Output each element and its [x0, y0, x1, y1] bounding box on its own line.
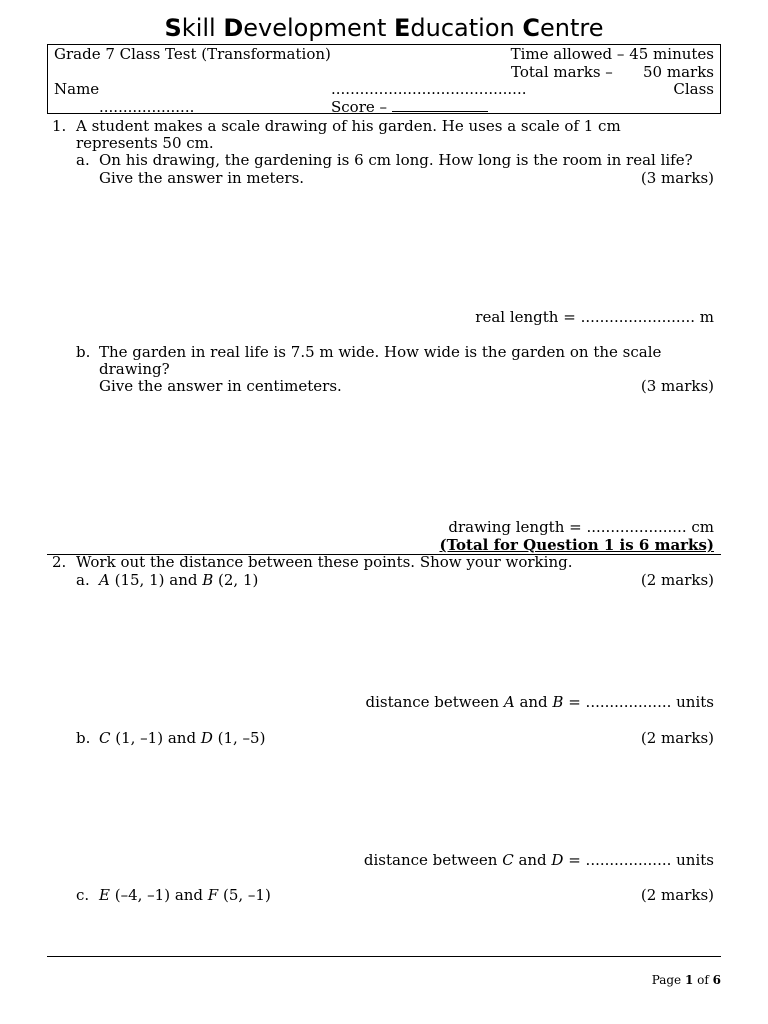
q2a-marks: (2 marks)	[640, 571, 714, 589]
q2c-letter: c.	[76, 886, 90, 904]
point-coords: (5, –1)	[218, 886, 271, 904]
q1a-answer-line[interactable]: real length = ........................ m	[475, 308, 714, 326]
answer-text: = .................. units	[563, 693, 714, 711]
point-coords: (2, 1)	[213, 571, 259, 589]
of-word: of	[693, 973, 713, 987]
q1b-line1: The garden in real life is 7.5 m wide. How wide is the garden on the scale	[99, 343, 662, 361]
score-row	[331, 98, 488, 116]
q1a-letter: a.	[76, 151, 90, 169]
total-marks-value: 50 marks	[643, 63, 714, 81]
class-label: Class	[673, 80, 714, 98]
title-rest: entre	[540, 14, 604, 42]
answer-text: and	[514, 693, 553, 711]
current-page: 1	[684, 973, 694, 987]
q1-text-line2: represents 50 cm.	[76, 134, 214, 152]
q2c-points	[99, 886, 271, 904]
page-word: Page	[651, 973, 685, 987]
point-label: A	[503, 693, 515, 711]
q1b-line2: drawing?	[99, 360, 170, 378]
point-label: E	[99, 886, 110, 904]
point-label: D	[200, 729, 213, 747]
answer-text: distance between	[363, 851, 503, 869]
class-field[interactable]: ....................	[99, 98, 195, 116]
title-initial: S	[164, 14, 182, 42]
point-label: C	[502, 851, 514, 869]
point-coords: (–4, –1) and	[109, 886, 208, 904]
point-coords: (1, –1) and	[110, 729, 201, 747]
q2a-answer-line[interactable]	[366, 693, 714, 711]
q2b-letter: b.	[76, 729, 91, 747]
point-label: D	[551, 851, 564, 869]
q1b-marks: (3 marks)	[640, 377, 714, 395]
name-field[interactable]: .........................................	[331, 80, 527, 98]
q2-number: 2.	[52, 553, 67, 571]
time-allowed: Time allowed – 45 minutes	[510, 45, 714, 63]
q1a-marks: (3 marks)	[640, 169, 714, 187]
q1a-line2: Give the answer in meters.	[99, 169, 305, 187]
name-label: Name	[54, 80, 100, 98]
point-label: C	[99, 729, 111, 747]
q1b-letter: b.	[76, 343, 91, 361]
title-rest: kill	[181, 14, 216, 42]
answer-text: distance between	[365, 693, 504, 711]
q2b-points	[99, 729, 265, 747]
title-initial: E	[394, 14, 411, 42]
footer-divider	[47, 956, 721, 957]
point-label: F	[207, 886, 219, 904]
point-coords: (1, –5)	[212, 729, 266, 747]
q2b-marks: (2 marks)	[640, 729, 714, 747]
answer-text: and	[513, 851, 552, 869]
title-rest: ducation	[410, 14, 515, 42]
q1-text-line1: A student makes a scale drawing of his garden. He uses a scale of 1 cm	[76, 117, 621, 135]
total-marks-label: Total marks –	[511, 63, 613, 81]
score-label: Score –	[331, 98, 388, 116]
q2a-points	[99, 571, 258, 589]
q1b-line3: Give the answer in centimeters.	[99, 377, 342, 395]
title-rest: evelopment	[243, 14, 387, 42]
page-number	[652, 973, 721, 987]
page-title	[0, 14, 768, 42]
q2c-marks: (2 marks)	[640, 886, 714, 904]
score-field[interactable]	[392, 99, 488, 112]
q2a-letter: a.	[76, 571, 90, 589]
q1a-line1: On his drawing, the gardening is 6 cm long. How long is the room in real life?	[99, 151, 693, 169]
title-initial: D	[223, 14, 244, 42]
q1b-answer-line[interactable]: drawing length = ..................... cm	[448, 518, 714, 536]
q1-number: 1.	[52, 117, 67, 135]
q2-text: Work out the distance between these points. Show your working.	[76, 553, 573, 571]
q2b-answer-line[interactable]	[364, 851, 714, 869]
q1-total: (Total for Question 1 is 6 marks)	[439, 536, 714, 554]
point-label: A	[99, 571, 110, 589]
total-pages: 6	[712, 973, 721, 987]
point-label: B	[552, 693, 564, 711]
point-label: B	[202, 571, 214, 589]
answer-text: = .................. units	[563, 851, 714, 869]
point-coords: (15, 1) and	[109, 571, 203, 589]
title-initial: C	[522, 14, 540, 42]
test-name: Grade 7 Class Test (Transformation)	[54, 45, 331, 63]
